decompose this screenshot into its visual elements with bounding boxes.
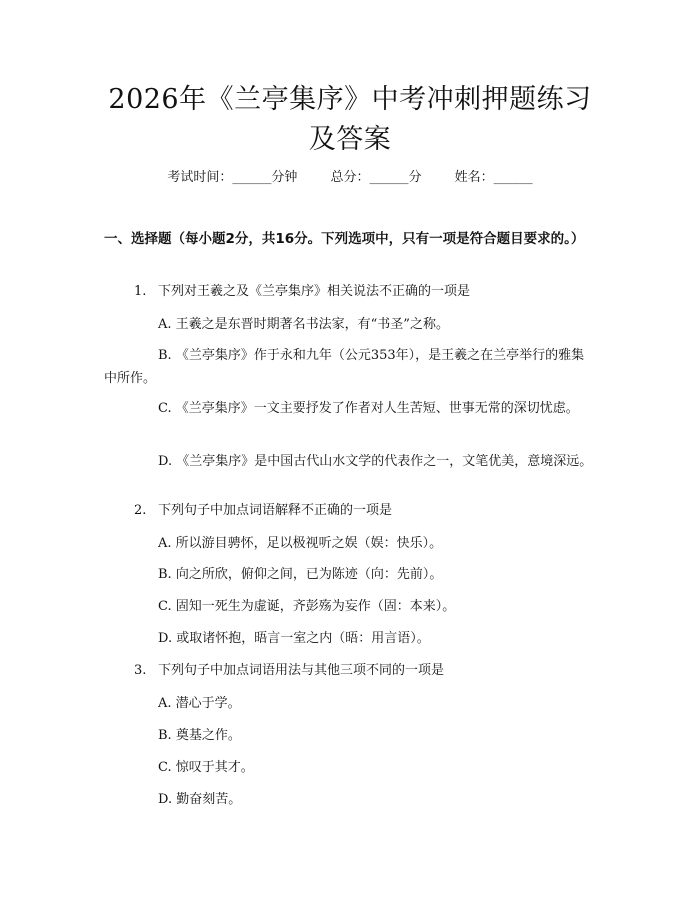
total-score-label: 总分：______分 bbox=[330, 170, 422, 185]
question-number: 2. bbox=[134, 503, 147, 518]
question-1-option-b: B. 《兰亭集序》作于永和九年（公元353年），是王羲之在兰亭举行的雅集中所作。 bbox=[104, 348, 585, 386]
question-3-option-b: B. 奠基之作。 bbox=[158, 728, 241, 743]
question-1 bbox=[134, 282, 470, 302]
question-3-option-c: C. 惊叹于其才。 bbox=[158, 760, 254, 775]
question-3-option-a: A. 潜心于学。 bbox=[158, 696, 241, 711]
student-name-label: 姓名：______ bbox=[454, 170, 533, 185]
question-2-option-b: B. 向之所欣，俯仰之间，已为陈迹（向：先前）。 bbox=[158, 567, 443, 582]
section-heading: 一、选择题（每小题2分，共16分。下列选项中，只有一项是符合题目要求的。） bbox=[104, 231, 585, 247]
question-2 bbox=[134, 501, 392, 521]
question-2-option-d: D. 或取诸怀抱，晤言一室之内（晤：用言语）。 bbox=[158, 631, 430, 646]
question-number: 1. bbox=[134, 284, 147, 299]
question-number: 3. bbox=[134, 663, 147, 678]
question-3 bbox=[134, 661, 444, 681]
exam-meta bbox=[0, 168, 700, 188]
question-1-option-c: C. 《兰亭集序》一文主要抒发了作者对人生苦短、世事无常的深切忧虑。 bbox=[158, 401, 579, 416]
question-stem: 下列句子中加点词语解释不正确的一项是 bbox=[158, 503, 393, 518]
question-1-option-d: D. 《兰亭集序》是中国古代山水文学的代表作之一，文笔优美，意境深远。 bbox=[158, 454, 593, 469]
page-title: 2026年《兰亭集序》中考冲刺押题练习及答案 bbox=[108, 84, 592, 155]
question-2-option-c: C. 固知一死生为虚诞，齐彭殇为妄作（固：本来）。 bbox=[158, 599, 456, 614]
question-3-option-d: D. 勤奋刻苦。 bbox=[158, 792, 242, 807]
question-stem: 下列对王羲之及《兰亭集序》相关说法不正确的一项是 bbox=[158, 284, 471, 299]
question-1-option-a: A. 王羲之是东晋时期著名书法家，有“书圣”之称。 bbox=[158, 317, 449, 332]
question-stem: 下列句子中加点词语用法与其他三项不同的一项是 bbox=[158, 663, 445, 678]
exam-time-label: 考试时间：______分钟 bbox=[167, 170, 298, 185]
question-2-option-a: A. 所以游目骋怀，足以极视听之娱（娱：快乐）。 bbox=[158, 536, 443, 551]
